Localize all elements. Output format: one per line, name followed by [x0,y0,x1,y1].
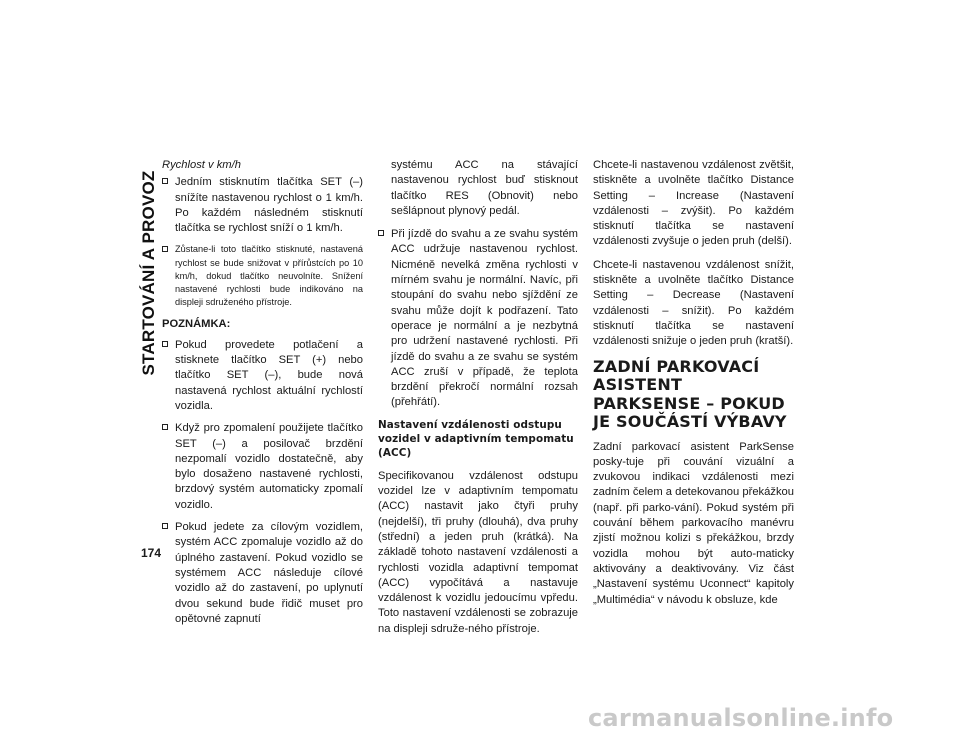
list-item: Pokud jedete za cílovým vozidlem, systém ACC zpomaluje vozidlo až do úplného zastavení. Pokud vozidlo se systémem ACC následuje cílové vozidlo až do zastavení, po uplynutí dvou sekund bude řidič muset pro opětovné zapnutí [162,520,363,627]
watermark: carmanualsonline.info [588,704,894,732]
parksense-paragraph: Zadní parkovací asistent ParkSense posky-tuje při couvání vizuální a zvukovou indikaci vzdálenosti mezi zadním čelem a detekovanou překážkou (např. při parko-vání). Pokud systém při couvání během parkovacího manévru zjistí možnou kolizi s překážkou, brzdy vozidla mohou být auto-maticky aktivovány a deaktivovány. Viz část „Nastavení systému Uconnect“ kapitoly „Multimédia“ v návodu k obsluze, kde [593,440,794,606]
chapter-title: STARTOVÁNÍ A PROVOZ [139,170,158,375]
distance-decrease-paragraph: Chcete-li nastavenou vzdálenost snížit, stiskněte a uvolněte tlačítko Distance Setting – Decrease (Nastavení vzdálenosti – snížit). Po každém stisknutí tlačítka se nastavení vzdálenosti snižuje o jeden pruh (kratší). [593,258,794,348]
column-left [162,158,363,634]
list-item: Zůstane-li toto tlačítko stisknuté, nastavená rychlost se bude snižovat v přírůstcích po 10 km/h, dokud tlačítko neuvolníte. Snížení nastavené rychlosti bude indikováno na displeji sdruženého přístroje. [162,243,363,309]
list-item: Jedním stisknutím tlačítka SET (–) snížíte nastavenou rychlost o 1 km/h. Po každém následném stisknutí tlačítka se rychlost sníží o 1 km/h. [162,175,363,236]
distance-increase-paragraph: Chcete-li nastavenou vzdálenost zvětšit, stiskněte a uvolněte tlačítko Distance Setting – Increase (Nastavení vzdálenosti – zvýšit). Po každém stisknutí tlačítka se nastavení vzdálenosti zvyšuje o jeden pruh (delší). [593,159,794,248]
parksense-section-title: ZADNÍ PARKOVACÍ ASISTENT PARKSENSE – POKUD JE SOUČÁSTÍ VÝBAVY [593,356,787,432]
list-item: Při jízdě do svahu a ze svahu systém ACC udržuje nastavenou rychlost. Nicméně nevelká změna rychlosti v mírném svahu je normální. Navíc, při stoupání do svahu nebo sjíždění ze svahu může dojít k podřazení. Tato operace je normální a je nezbytná pro udržení nastavené rychlosti. Při jízdě do svahu a ze svahu se systém ACC zruší v případě, že teplota brzdění překročí normální rozsah (přehřátí). [378,227,578,411]
hill-driving-list [378,227,578,411]
distance-setting-subheading: Nastavení vzdálenosti odstupu vozidel v adaptivním tempomatu (ACC) [378,418,574,459]
speed-unit-heading: Rychlost v km/h [162,159,241,171]
list-item: Když pro zpomalení použijete tlačítko SET (–) a posilovač brzdění nezpomalí vozidlo dostatečně, aby bylo dosaženo nastavené rychlosti, brzdový systém automaticky zpomalí vozidlo. [162,421,363,513]
column-middle [378,158,578,645]
note-label: POZNÁMKA: [162,317,231,330]
continued-paragraph: systému ACC na stávající nastavenou rychlost buď stisknout tlačítko RES (Obnovit) nebo sešlápnout plynový pedál. [391,159,578,217]
column-right [593,158,794,616]
list-item: Pokud provedete potlačení a stisknete tlačítko SET (+) nebo tlačítko SET (–), bude nová nastavená rychlost aktuální rychlostí vozidla. [162,338,363,414]
distance-setting-paragraph: Specifikovanou vzdálenost odstupu vozidel lze v adaptivním tempomatu (ACC) nastavit jako čtyři pruhy (nejdelší), tři pruhy (dlouhá), dva pruhy (střední) a jeden pruh (krátká). Na základě tohoto nastavení vzdálenosti a rychlosti vozidla adaptivní tempomat (ACC) vypočítává a nastavuje vzdálenost k vozidlu jedoucímu vpředu. Toto nastavení vzdálenosti se zobrazuje na displeji sdruže-ného přístroje. [378,469,578,635]
page-number: 174 [141,546,162,560]
chapter-tab [139,165,159,380]
note-list [162,338,363,627]
speed-decrease-list [162,175,363,309]
